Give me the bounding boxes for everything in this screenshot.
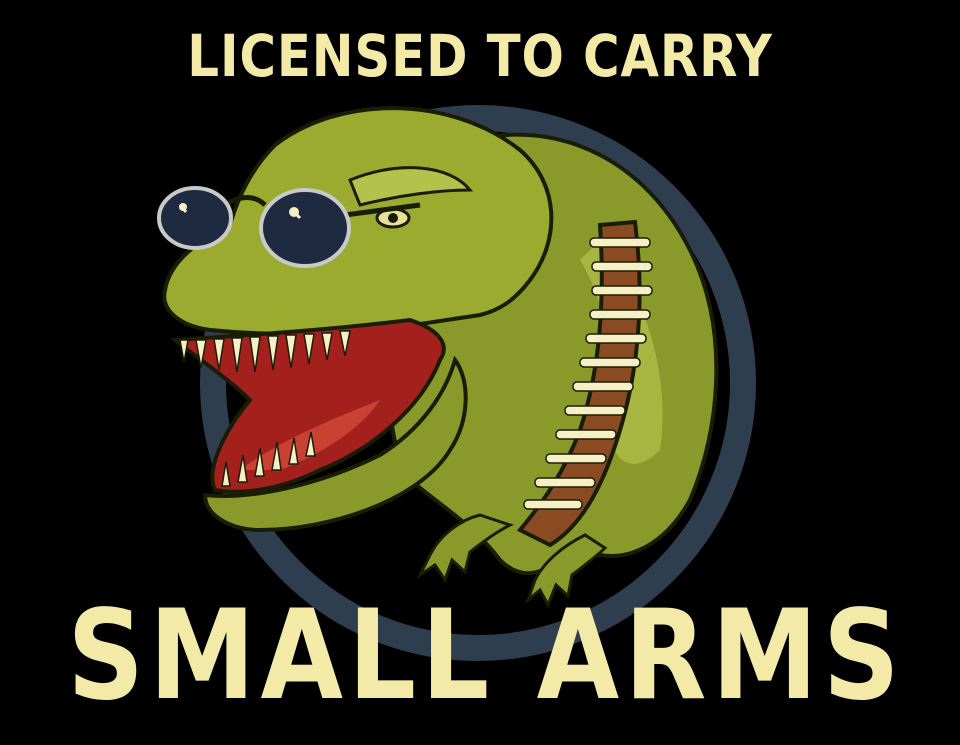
right-lens — [261, 190, 349, 266]
headline-bottom: SMALL ARMS — [67, 584, 905, 728]
lens-sparkle-right — [289, 207, 299, 217]
dino-pupil — [388, 213, 398, 223]
left-lens — [159, 188, 231, 248]
headline-top: LICENSED TO CARRY — [187, 22, 773, 90]
lens-sparkle-left — [179, 203, 187, 211]
